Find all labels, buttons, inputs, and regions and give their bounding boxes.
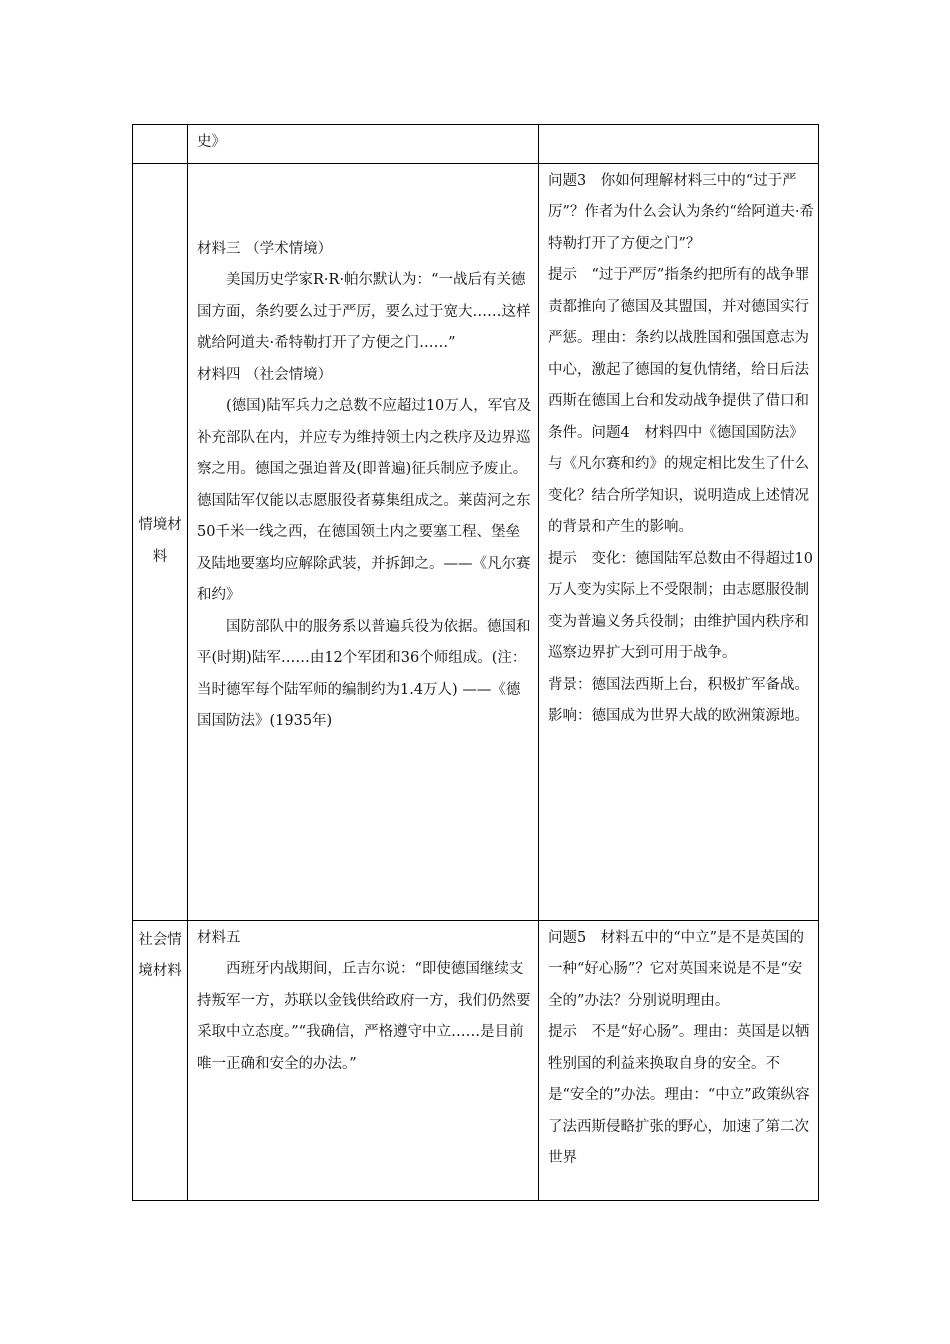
material-four-text-defense-law: 国防部队中的服务系以普遍兵役为依据。德国和平(时期)陆军……由12个军团和36个师组成。(注：当时德军每个陆军师的编制约为1.4万人) ——《德国国防法》(1935年) [197,618,531,729]
material-cell [188,125,539,164]
analysis-cell [539,163,819,920]
material-cell [188,920,539,1200]
hint-5: 提示 不是“好心肠”。理由：英国是以牺牲别国的利益来换取自身的安全。不是“安全的”办法。理由：“中立”政策纵容了法西斯侵略扩张的野心，加速了第二次世界 [548,1024,810,1166]
label-cell [133,125,188,164]
table-row-continuation [133,125,819,164]
material-five-heading: 材料五 [197,929,241,946]
analysis-cell [539,125,819,164]
material-five-text: 西班牙内战期间，丘吉尔说：“即使德国继续支持叛军一方，苏联以金钱供给政府一方，我们仍然要采取中立态度。”“我确信，严格遵守中立……是目前唯一正确和安全的办法。” [197,961,531,1072]
label-cell [133,163,188,920]
material-three-text: 美国历史学家R·R·帕尔默认为：“一战后有关德国方面，条约要么过于严厉，要么过于宽大……这样就给阿道夫·希特勒打开了方便之门……” [197,272,531,351]
hint-3-question-4: 提示 “过于严厉”指条约把所有的战争罪责都推向了德国及其盟国，并对德国实行严惩。理由：条约以战胜国和强国意志为中心，激起了德国的复仇情绪，给日后法西斯在德国上台和发动战争提供了借口和条件。问题4 材料四中《德国国防法》与《凡尔赛和约》的规定相比发生了什么变化？结合所学知识，说明造成上述情况的背景和产生的影响。 [548,267,810,535]
table-row-social-material [133,920,819,1200]
question-5: 问题5 材料五中的“中立”是不是英国的一种“好心肠”？它对英国来说是不是“安全的”办法？分别说明理由。 [548,929,805,1009]
row-label-social-material: 社会情境材料 [138,931,182,979]
material-four-heading: 材料四 （社会情境） [197,366,333,383]
material-four-text-treaty: (德国)陆军兵力之总数不应超过10万人，军官及补充部队在内，并应专为维持领土内之秩序及边界巡察之用。德国之强迫普及(即普遍)征兵制应予废止。德国陆军仅能以志愿服役者募集组成之。莱茵河之东50千米一线之西，在德国领土内之要塞工程、堡垒及陆地要塞均应解除武装，并拆卸之。——《凡尔赛和约》 [197,398,532,603]
hint-4-change: 提示 变化：德国陆军总数由不得超过10万人变为实际上不受限制；由志愿服役制变为普遍义务兵役制；由维护国内秩序和巡察边界扩大到可用于战争。 [548,550,813,661]
content-table [132,124,819,1201]
hint-4-background: 背景：德国法西斯上台，积极扩军备战。 [548,676,809,693]
table-row-context-material [133,163,819,920]
material-cell [188,163,539,920]
material-continuation-text: 史》 [197,134,226,150]
label-cell [133,920,188,1200]
row-label-context-material: 情境材料 [138,517,182,565]
hint-4-impact: 影响：德国成为世界大战的欧洲策源地。 [548,708,809,724]
analysis-cell [539,920,819,1200]
question-3: 问题3 你如何理解材料三中的“过于严厉”？作者为什么会认为条约“给阿道夫·希特勒打开了方便之门”？ [548,172,814,252]
material-three-heading: 材料三 （学术情境） [197,240,333,257]
